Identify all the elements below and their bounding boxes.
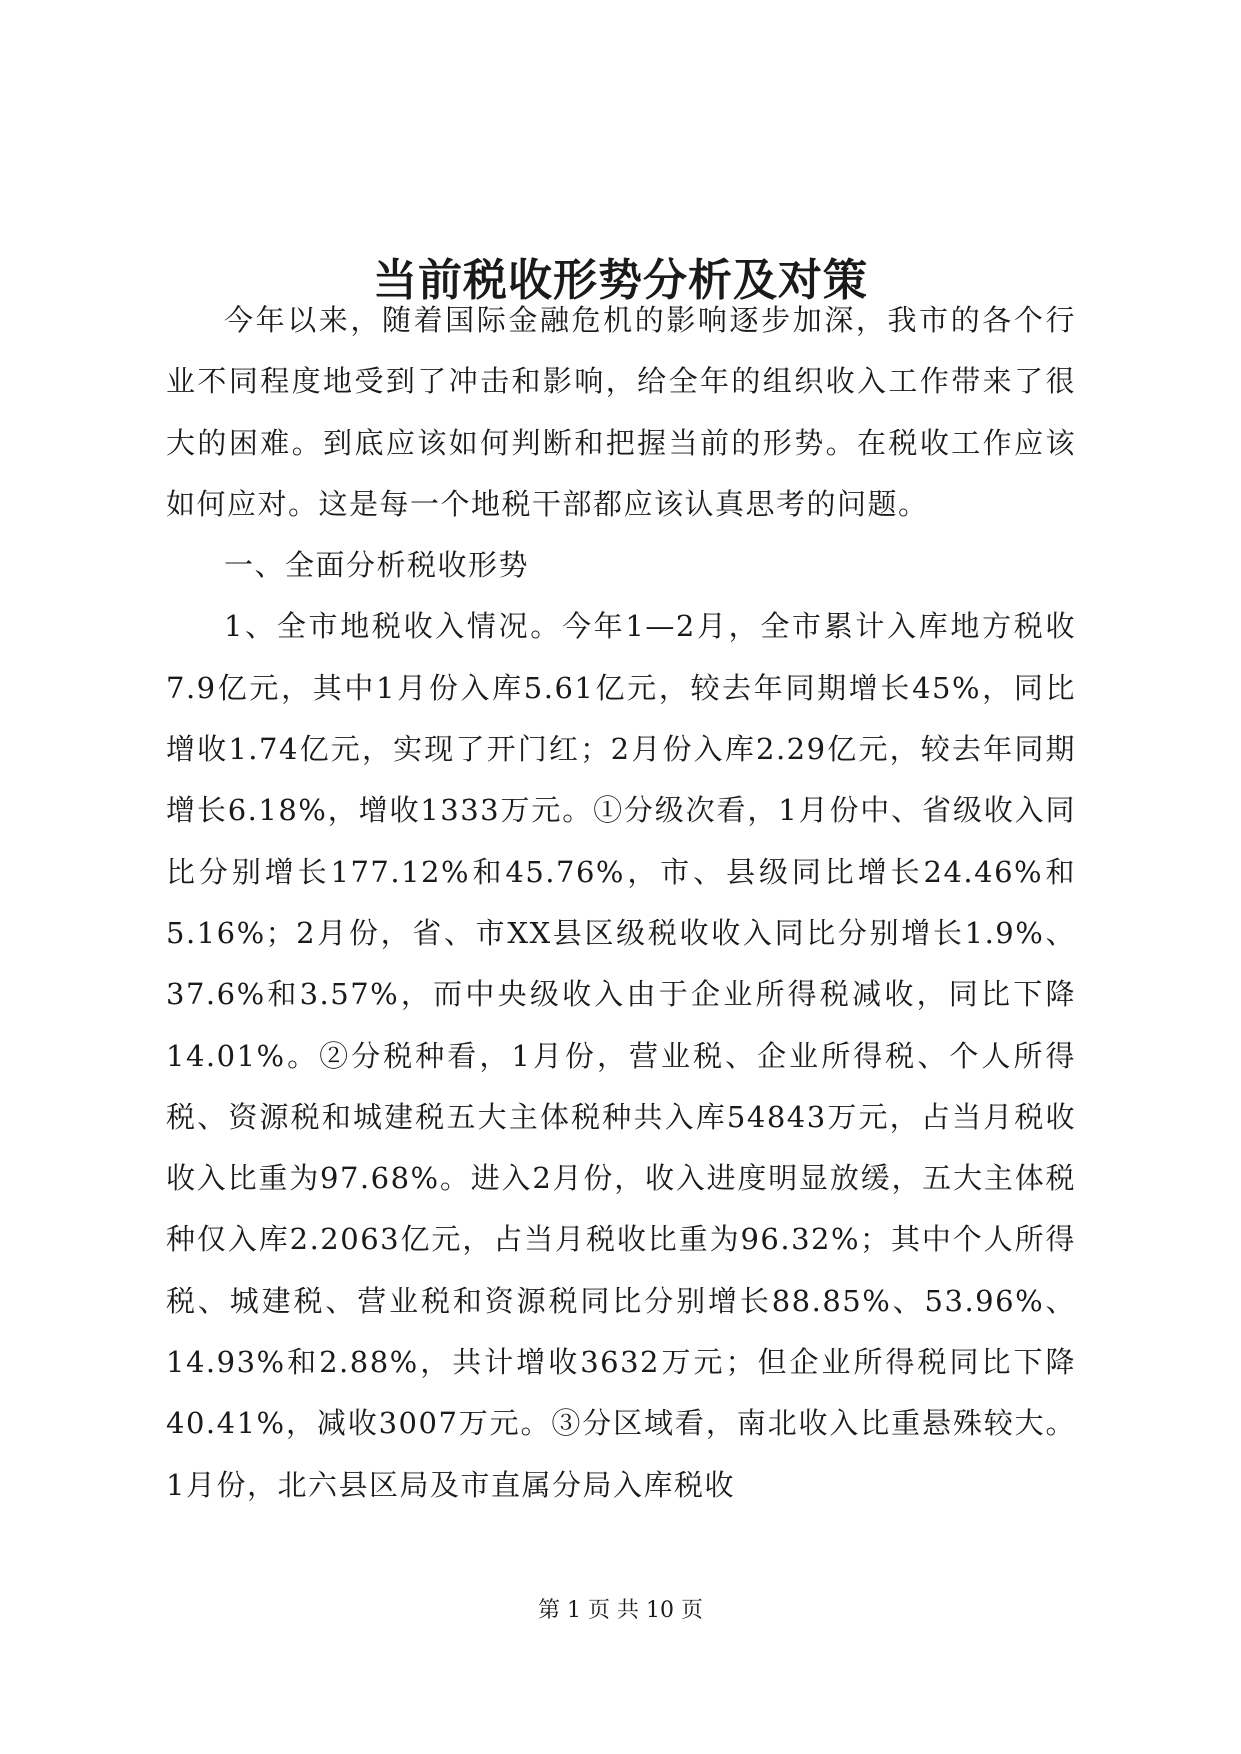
page-title: 当前税收形势分析及对策 [373, 255, 868, 307]
revenue-paragraph: 1、全市地税收入情况。今年1—2月，全市累计入库地方税收7.9亿元，其中1月份入库5.61亿元，较去年同期增长45%，同比增收1.74亿元，实现了开门红；2月份入库2.29亿元，较去年同期增长6.18%，增收1333万元。①分级次看，1月份中、省级收入同比分别增长177.12%和45.76%，市、县级同比增长24.46%和5.16%；2月份，省、市XX县区级税收收入同比分别增长1.9%、37.6%和3.57%，而中央级收入由于企业所得税减收，同比下降14.01%。②分税种看，1月份，营业税、企业所得税、个人所得税、资源税和城建税五大主体税种共入库54843万元，占当月税收收入比重为97.68%。进入2月份，收入进度明显放缓，五大主体税种仅入库2.2063亿元，占当月税收比重为96.32%；其中个人所得税、城建税、营业税和资源税同比分别增长88.85%、53.96%、14.93%和2.88%，共计增收3632万元；但企业所得税同比下降40.41%，减收3007万元。③分区域看，南北收入比重悬殊较大。1月份，北六县区局及市直属分局入库税收 [166, 609, 1076, 1502]
section-heading: 一、全面分析税收形势 [224, 548, 530, 583]
page-number-footer: 第 1 页 共 10 页 [538, 1598, 703, 1623]
intro-paragraph: 今年以来，随着国际金融危机的影响逐步加深，我市的各个行业不同程度地受到了冲击和影响，给全年的组织收入工作带来了很大的困难。到底应该如何判断和把握当前的形势。在税收工作应该如何应对。这是每一个地税干部都应该认真思考的问题。 [166, 303, 1076, 521]
document-body [166, 290, 1076, 1516]
